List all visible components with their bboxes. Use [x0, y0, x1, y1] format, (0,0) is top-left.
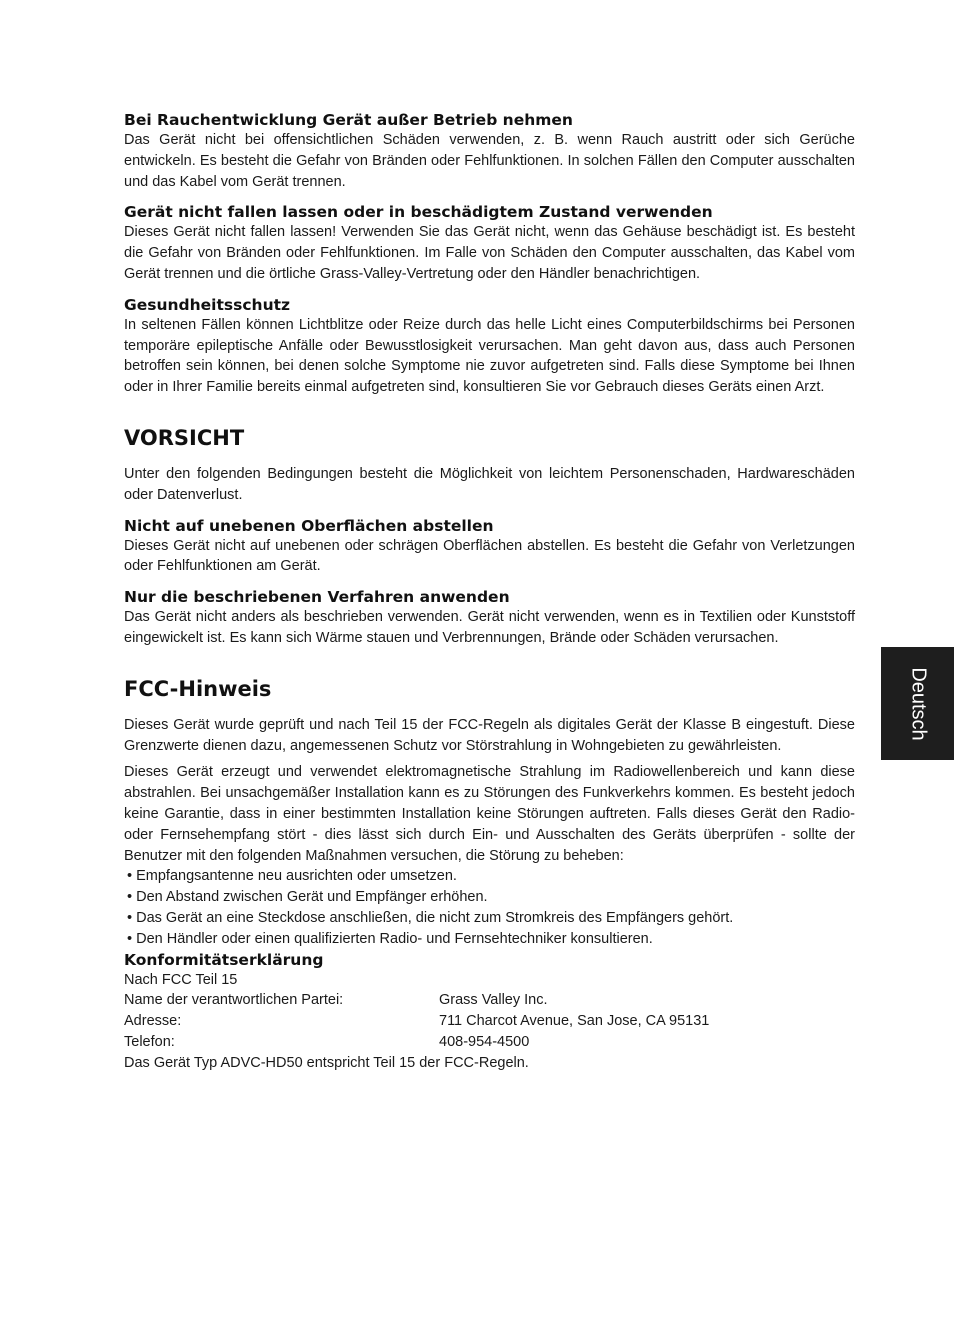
vorsicht-title: VORSICHT [124, 425, 245, 450]
row-value: 711 Charcot Avenue, San Jose, CA 95131 [439, 1013, 710, 1030]
conformity-row [124, 1011, 855, 1032]
row-value: 408-954-4500 [439, 1033, 530, 1050]
vorsicht-intro: Unter den folgenden Bedingungen besteht die Möglichkeit von leichtem Personenschaden, Hardwareschäden oder Datenverlust. [124, 465, 855, 503]
list-item: • Das Gerät an eine Steckdose anschließen, die nicht zum Stromkreis des Empfängers gehört. [127, 909, 734, 926]
section-health [124, 295, 855, 398]
fcc-measures-list [124, 866, 855, 949]
section-drop [124, 202, 855, 284]
fcc-paragraph-1: Dieses Gerät wurde geprüft und nach Teil 15 der FCC-Regeln als digitales Gerät der Klasse B eingestuft. Diese Grenzwerte dienen dazu, angemessenen Schutz vor Störstrahlung in Wohngebieten zu gewährleisten. [124, 716, 855, 754]
section-text: Dieses Gerät nicht auf unebenen oder schrägen Oberflächen abstellen. Es besteht die Gefahr von Verletzungen oder Fehlfunktionen am Gerät. [124, 537, 855, 575]
section-uneven [124, 516, 855, 578]
row-value: Grass Valley Inc. [439, 992, 548, 1009]
conformity-line: Nach FCC Teil 15 [124, 971, 238, 988]
row-label: Adresse: [124, 1013, 182, 1030]
section-text: Dieses Gerät nicht fallen lassen! Verwenden Sie das Gerät nicht, wenn das Gehäuse beschädigt ist. Es besteht die Gefahr von Bränden oder Fehlfunktionen. Im Falle von Schäden den Computer ausschalten, das Kabel vom Gerät trennen und die örtliche Grass-Valley-Vertretung oder den Händler benachrichtigen. [124, 224, 855, 282]
section-text: Das Gerät nicht bei offensichtlichen Schäden verwenden, z. B. wenn Rauch austritt oder sich Gerüche entwickeln. Es besteht die Gefahr von Bränden oder Fehlfunktionen. In solchen Fällen den Computer ausschalten und das Kabel vom Gerät trennen. [124, 132, 855, 190]
document-page [124, 110, 855, 1074]
fcc-title: FCC-Hinweis [124, 676, 272, 701]
conformity-row [124, 990, 855, 1011]
section-conformity [124, 950, 855, 1074]
section-heading: Gerät nicht fallen lassen oder in beschädigtem Zustand verwenden [124, 203, 713, 222]
fcc-paragraph-2: Dieses Gerät erzeugt und verwendet elektromagnetische Strahlung im Radiowellenbereich und kann diese abstrahlen. Bei unsachgemäßer Installation kann es zu Störungen des Funkverkehrs kommen. Es besteht jedoch keine Garantie, dass in einer bestimmten Installation keine Störungen auftreten. Falls dieses Gerät den Radio- oder Fernsehempfang stört - dies lässt sich durch Ein- und Ausschalten des Geräts überprüfen - sollte der Benutzer mit den folgenden Maßnahmen versuchen, die Störung zu beheben: [124, 764, 855, 864]
row-label: Telefon: [124, 1033, 175, 1050]
list-item: • Empfangsantenne neu ausrichten oder umsetzen. [127, 868, 457, 885]
section-text: In seltenen Fällen können Lichtblitze oder Reize durch das helle Licht eines Computerbildschirms bei Personen temporäre epileptische Anfälle oder Bewusstlosigkeit verursachen. Man geht davon aus, dass auch Personen betroffen sein können, bei denen solche Symptome nie zuvor aufgetreten sind. Falls diese Symptome bei Ihnen oder in Ihrer Familie bereits einmal aufgetreten sind, konsultieren Sie vor Gebrauch dieses Geräts einen Arzt. [124, 316, 855, 396]
section-smoke [124, 110, 855, 192]
section-heading: Nur die beschriebenen Verfahren anwenden [124, 588, 510, 607]
conformity-line: Das Gerät Typ ADVC-HD50 entspricht Teil 15 der FCC-Regeln. [124, 1054, 529, 1071]
section-procedures [124, 587, 855, 649]
section-heading: Konformitätserklärung [124, 950, 324, 969]
section-heading: Gesundheitsschutz [124, 295, 291, 314]
language-tab-label: Deutsch [907, 666, 929, 741]
row-label: Name der verantwortlichen Partei: [124, 992, 344, 1009]
conformity-row [124, 1032, 855, 1053]
section-heading: Nicht auf unebenen Oberflächen abstellen [124, 516, 494, 535]
list-item: • Den Händler oder einen qualifizierten Radio- und Fernsehtechniker konsultieren. [127, 930, 653, 947]
section-text: Das Gerät nicht anders als beschrieben verwenden. Gerät nicht verwenden, wenn es in Textilien oder Kunststoff eingewickelt ist. Es kann sich Wärme stauen und Verbrennungen, Brände oder Schäden verursachen. [124, 609, 855, 646]
list-item: • Den Abstand zwischen Gerät und Empfänger erhöhen. [127, 889, 488, 906]
section-heading: Bei Rauchentwicklung Gerät außer Betrieb nehmen [124, 111, 573, 129]
language-tab [881, 647, 954, 760]
